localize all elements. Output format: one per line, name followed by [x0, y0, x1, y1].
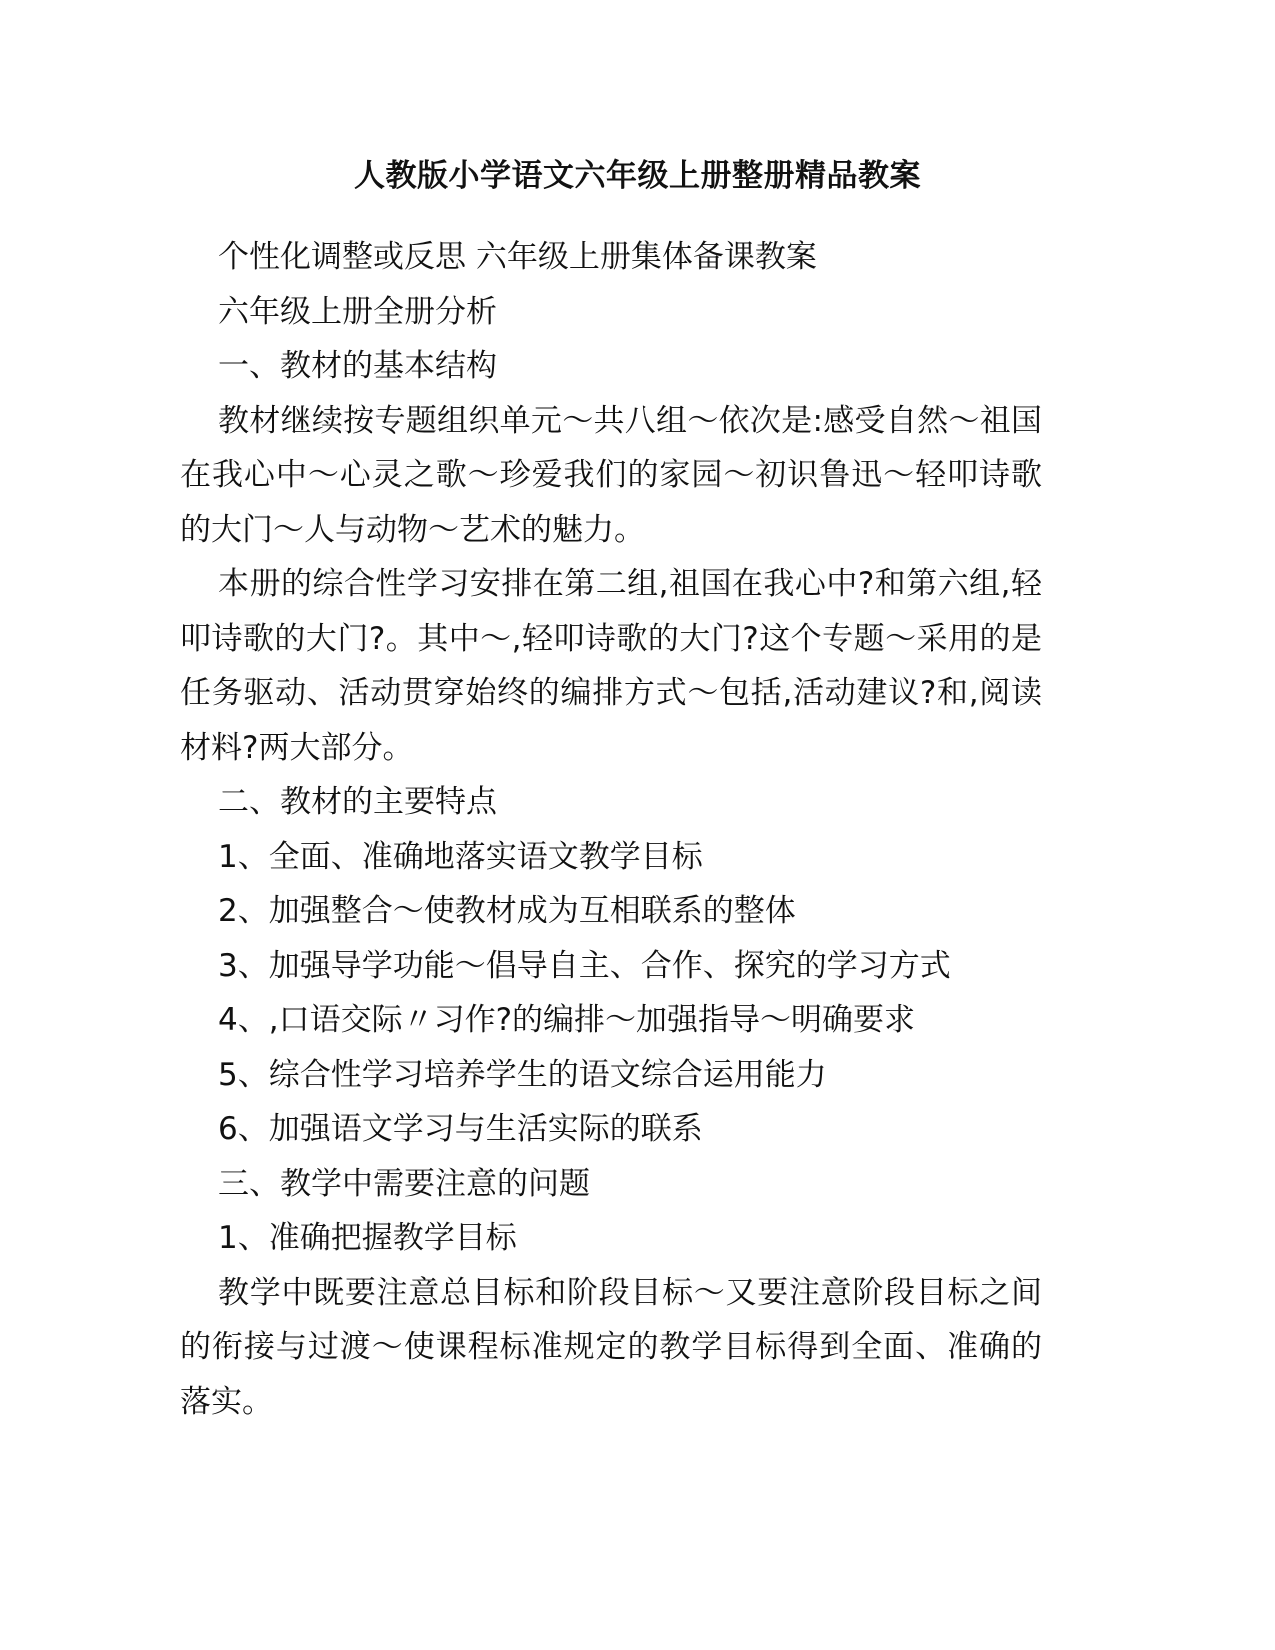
section-heading-structure: 一、教材的基本结构	[218, 348, 497, 384]
list-item-feature-3: 3、加强导学功能～倡导自主、合作、探究的学习方式	[218, 947, 951, 984]
document-body	[180, 230, 1042, 1429]
paragraph-personalization-note: 个性化调整或反思 六年级上册集体备课教案	[218, 239, 817, 275]
paragraph-teaching-goals: 教学中既要注意总目标和阶段目标～又要注意阶段目标之间的衔接与过渡～使课程标准规定的教学目标得到全面、准确的落实。	[180, 1274, 1042, 1420]
paragraph-comprehensive-learning: 本册的综合性学习安排在第二组,祖国在我心中?和第六组,轻叩诗歌的大门?。其中～,轻叩诗歌的大门?这个专题～采用的是任务驱动、活动贯穿始终的编排方式～包括,活动建议?和,阅读材料?两大部分。	[180, 566, 1042, 766]
list-item-issue-1: 1、准确把握教学目标	[218, 1220, 517, 1256]
paragraph-whole-book-analysis: 六年级上册全册分析	[218, 293, 497, 330]
section-heading-issues: 三、教学中需要注意的问题	[218, 1165, 590, 1202]
list-item-feature-5: 5、综合性学习培养学生的语文综合运用能力	[218, 1056, 827, 1093]
list-item-feature-1: 1、全面、准确地落实语文教学目标	[218, 838, 703, 875]
document-title: 人教版小学语文六年级上册整册精品教案	[354, 158, 921, 194]
list-item-feature-2: 2、加强整合～使教材成为互相联系的整体	[218, 893, 796, 929]
section-heading-features: 二、教材的主要特点	[218, 784, 497, 820]
paragraph-unit-groups: 教材继续按专题组织单元～共八组～依次是:感受自然～祖国在我心中～心灵之歌～珍爱我们的家园～初识鲁迅～轻叩诗歌的大门～人与动物～艺术的魅力。	[180, 402, 1042, 548]
list-item-feature-4: 4、,口语交际〃习作?的编排～加强指导～明确要求	[218, 1002, 916, 1038]
list-item-feature-6: 6、加强语文学习与生活实际的联系	[218, 1111, 703, 1147]
